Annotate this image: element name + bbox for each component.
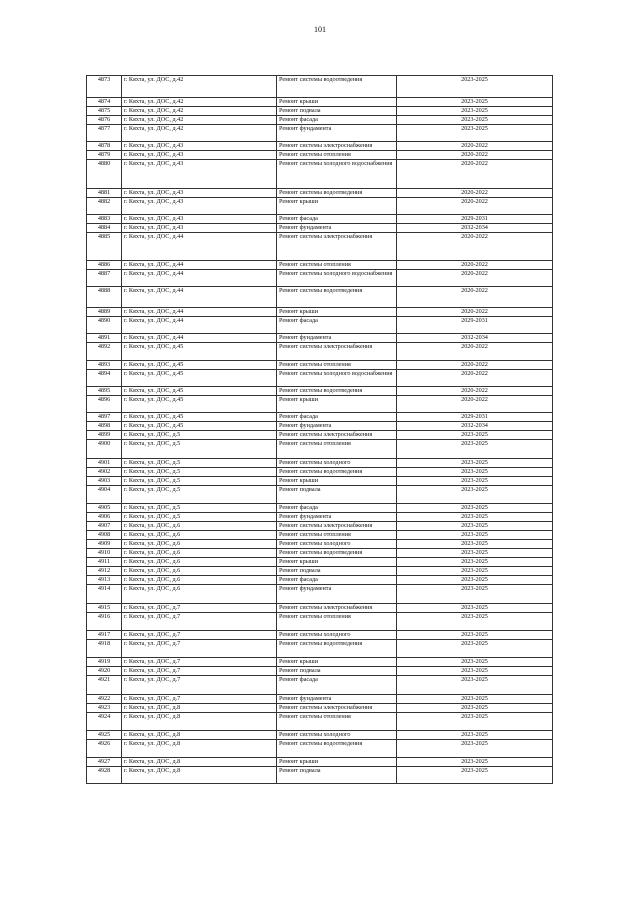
table-row [87, 224, 553, 233]
row-period: 2023-2025 [397, 713, 553, 731]
row-period: 2023-2025 [397, 76, 553, 98]
row-address: г. Кяхта, ул. ДОС, д.44 [122, 287, 277, 308]
row-period: 2023-2025 [397, 704, 553, 713]
row-period: 2020-2022 [397, 396, 553, 413]
table-row [87, 215, 553, 224]
row-address: г. Кяхта, ул. ДОС, д.7 [122, 613, 277, 631]
row-number: 4880 [87, 160, 122, 189]
row-address: г. Кяхта, ул. ДОС, д.44 [122, 308, 277, 317]
row-work-type: Ремонт подвала [277, 767, 397, 784]
row-number: 4895 [87, 387, 122, 396]
table-row [87, 261, 553, 270]
table-row [87, 107, 553, 116]
row-address: г. Кяхта, ул. ДОС, д.42 [122, 116, 277, 125]
table-row [87, 740, 553, 758]
row-number: 4883 [87, 215, 122, 224]
table-row [87, 477, 553, 486]
row-work-type: Ремонт фасада [277, 116, 397, 125]
row-number: 4909 [87, 540, 122, 549]
page-number: 101 [314, 25, 326, 34]
row-address: г. Кяхта, ул. ДОС, д.6 [122, 576, 277, 585]
table-row [87, 233, 553, 261]
row-number: 4914 [87, 585, 122, 604]
table-row [87, 270, 553, 287]
row-number: 4877 [87, 125, 122, 142]
row-number: 4889 [87, 308, 122, 317]
row-number: 4894 [87, 370, 122, 387]
row-work-type: Ремонт крыши [277, 558, 397, 567]
table-row [87, 116, 553, 125]
row-work-type: Ремонт системы электроснабжения [277, 522, 397, 531]
row-work-type: Ремонт крыши [277, 308, 397, 317]
table-row [87, 585, 553, 604]
row-number: 4887 [87, 270, 122, 287]
row-work-type: Ремонт фундамента [277, 422, 397, 431]
table-row [87, 631, 553, 640]
row-number: 4911 [87, 558, 122, 567]
row-address: г. Кяхта, ул. ДОС, д.43 [122, 160, 277, 189]
row-period: 2023-2025 [397, 695, 553, 704]
row-address: г. Кяхта, ул. ДОС, д.7 [122, 604, 277, 613]
row-address: г. Кяхта, ул. ДОС, д.8 [122, 731, 277, 740]
row-period: 2023-2025 [397, 758, 553, 767]
row-period: 2023-2025 [397, 585, 553, 604]
row-period: 2023-2025 [397, 549, 553, 558]
row-address: г. Кяхта, ул. ДОС, д.5 [122, 486, 277, 504]
row-address: г. Кяхта, ул. ДОС, д.44 [122, 317, 277, 334]
row-number: 4905 [87, 504, 122, 513]
row-number: 4917 [87, 631, 122, 640]
row-period: 2023-2025 [397, 604, 553, 613]
row-work-type: Ремонт системы водоотведения [277, 640, 397, 658]
table-row [87, 513, 553, 522]
row-period: 2023-2025 [397, 658, 553, 667]
row-work-type: Ремонт фасада [277, 676, 397, 695]
row-work-type: Ремонт системы электроснабжения [277, 704, 397, 713]
table-row [87, 613, 553, 631]
row-work-type: Ремонт системы отопления [277, 361, 397, 370]
table-row [87, 695, 553, 704]
row-period: 2029-2031 [397, 317, 553, 334]
table-row [87, 540, 553, 549]
row-number: 4928 [87, 767, 122, 784]
row-number: 4901 [87, 459, 122, 468]
table-row [87, 731, 553, 740]
row-work-type: Ремонт системы электроснабжения [277, 233, 397, 261]
table-row [87, 567, 553, 576]
row-work-type: Ремонт фасада [277, 215, 397, 224]
table-row [87, 431, 553, 440]
row-number: 4875 [87, 107, 122, 116]
row-period: 2032-2034 [397, 422, 553, 431]
row-number: 4926 [87, 740, 122, 758]
table-row [87, 459, 553, 468]
row-period: 2023-2025 [397, 116, 553, 125]
row-period: 2023-2025 [397, 740, 553, 758]
row-work-type: Ремонт крыши [277, 758, 397, 767]
row-work-type: Ремонт подвала [277, 107, 397, 116]
table-row [87, 504, 553, 513]
table-row [87, 713, 553, 731]
table-row [87, 343, 553, 361]
row-number: 4902 [87, 468, 122, 477]
row-work-type: Ремонт системы отопления [277, 151, 397, 160]
row-number: 4886 [87, 261, 122, 270]
row-number: 4892 [87, 343, 122, 361]
table-row [87, 704, 553, 713]
row-address: г. Кяхта, ул. ДОС, д.43 [122, 142, 277, 151]
row-address: г. Кяхта, ул. ДОС, д.42 [122, 107, 277, 116]
table-row [87, 576, 553, 585]
row-address: г. Кяхта, ул. ДОС, д.44 [122, 233, 277, 261]
row-address: г. Кяхта, ул. ДОС, д.43 [122, 224, 277, 233]
row-address: г. Кяхта, ул. ДОС, д.5 [122, 477, 277, 486]
row-address: г. Кяхта, ул. ДОС, д.43 [122, 151, 277, 160]
row-period: 2023-2025 [397, 731, 553, 740]
row-number: 4910 [87, 549, 122, 558]
row-address: г. Кяхта, ул. ДОС, д.5 [122, 440, 277, 459]
row-number: 4898 [87, 422, 122, 431]
row-number: 4922 [87, 695, 122, 704]
row-period: 2020-2022 [397, 270, 553, 287]
row-work-type: Ремонт системы холодного [277, 631, 397, 640]
row-address: г. Кяхта, ул. ДОС, д.45 [122, 396, 277, 413]
table-row [87, 531, 553, 540]
table-row [87, 189, 553, 198]
table-row [87, 151, 553, 160]
row-period: 2023-2025 [397, 531, 553, 540]
table-row [87, 125, 553, 142]
row-number: 4906 [87, 513, 122, 522]
row-period: 2023-2025 [397, 459, 553, 468]
row-number: 4874 [87, 98, 122, 107]
row-number: 4893 [87, 361, 122, 370]
table-row [87, 370, 553, 387]
row-period: 2023-2025 [397, 486, 553, 504]
row-number: 4885 [87, 233, 122, 261]
row-period: 2020-2022 [397, 189, 553, 198]
row-work-type: Ремонт системы отопления [277, 261, 397, 270]
row-address: г. Кяхта, ул. ДОС, д.45 [122, 343, 277, 361]
row-number: 4919 [87, 658, 122, 667]
row-work-type: Ремонт крыши [277, 396, 397, 413]
table-body [87, 76, 553, 784]
row-work-type: Ремонт системы холодного [277, 540, 397, 549]
row-work-type: Ремонт системы электроснабжения [277, 142, 397, 151]
table-row [87, 658, 553, 667]
row-number: 4882 [87, 198, 122, 215]
table-row [87, 387, 553, 396]
row-address: г. Кяхта, ул. ДОС, д.43 [122, 189, 277, 198]
row-work-type: Ремонт системы холодного водоснабжения [277, 160, 397, 189]
row-period: 2023-2025 [397, 576, 553, 585]
row-period: 2020-2022 [397, 387, 553, 396]
row-work-type: Ремонт фундамента [277, 513, 397, 522]
row-address: г. Кяхта, ул. ДОС, д.45 [122, 422, 277, 431]
row-period: 2020-2022 [397, 343, 553, 361]
row-work-type: Ремонт крыши [277, 477, 397, 486]
row-address: г. Кяхта, ул. ДОС, д.45 [122, 413, 277, 422]
repair-schedule-table [86, 75, 553, 784]
row-number: 4888 [87, 287, 122, 308]
row-address: г. Кяхта, ул. ДОС, д.43 [122, 198, 277, 215]
row-work-type: Ремонт фундамента [277, 334, 397, 343]
row-work-type: Ремонт крыши [277, 198, 397, 215]
table-row [87, 413, 553, 422]
row-number: 4903 [87, 477, 122, 486]
row-work-type: Ремонт крыши [277, 98, 397, 107]
row-number: 4912 [87, 567, 122, 576]
row-period: 2029-2031 [397, 215, 553, 224]
row-work-type: Ремонт подвала [277, 486, 397, 504]
row-address: г. Кяхта, ул. ДОС, д.7 [122, 631, 277, 640]
row-work-type: Ремонт подвала [277, 667, 397, 676]
row-work-type: Ремонт системы отопления [277, 440, 397, 459]
row-address: г. Кяхта, ул. ДОС, д.8 [122, 740, 277, 758]
row-period: 2023-2025 [397, 767, 553, 784]
row-number: 4879 [87, 151, 122, 160]
row-period: 2020-2022 [397, 142, 553, 151]
row-period: 2032-2034 [397, 334, 553, 343]
row-address: г. Кяхта, ул. ДОС, д.8 [122, 713, 277, 731]
table-row [87, 486, 553, 504]
table-row [87, 334, 553, 343]
row-number: 4913 [87, 576, 122, 585]
row-work-type: Ремонт системы электроснабжения [277, 431, 397, 440]
table-row [87, 676, 553, 695]
row-period: 2023-2025 [397, 107, 553, 116]
row-work-type: Ремонт фундамента [277, 585, 397, 604]
row-number: 4878 [87, 142, 122, 151]
row-address: г. Кяхта, ул. ДОС, д.5 [122, 431, 277, 440]
row-work-type: Ремонт фундамента [277, 695, 397, 704]
row-number: 4916 [87, 613, 122, 631]
row-number: 4923 [87, 704, 122, 713]
row-period: 2020-2022 [397, 370, 553, 387]
row-address: г. Кяхта, ул. ДОС, д.7 [122, 658, 277, 667]
row-address: г. Кяхта, ул. ДОС, д.7 [122, 667, 277, 676]
table-row [87, 758, 553, 767]
table-row [87, 604, 553, 613]
row-period: 2023-2025 [397, 98, 553, 107]
row-work-type: Ремонт фундамента [277, 224, 397, 233]
row-number: 4927 [87, 758, 122, 767]
row-period: 2023-2025 [397, 540, 553, 549]
row-work-type: Ремонт системы водоотведения [277, 387, 397, 396]
row-address: г. Кяхта, ул. ДОС, д.45 [122, 370, 277, 387]
row-address: г. Кяхта, ул. ДОС, д.6 [122, 522, 277, 531]
row-address: г. Кяхта, ул. ДОС, д.6 [122, 558, 277, 567]
table-row [87, 142, 553, 151]
row-period: 2023-2025 [397, 468, 553, 477]
row-period: 2023-2025 [397, 125, 553, 142]
row-work-type: Ремонт системы холодного [277, 459, 397, 468]
row-address: г. Кяхта, ул. ДОС, д.8 [122, 758, 277, 767]
table-row [87, 160, 553, 189]
row-number: 4900 [87, 440, 122, 459]
row-work-type: Ремонт фундамента [277, 125, 397, 142]
row-work-type: Ремонт системы водоотведения [277, 189, 397, 198]
row-address: г. Кяхта, ул. ДОС, д.42 [122, 98, 277, 107]
row-number: 4881 [87, 189, 122, 198]
row-work-type: Ремонт фасада [277, 317, 397, 334]
table-row [87, 317, 553, 334]
row-number: 4873 [87, 76, 122, 98]
row-number: 4907 [87, 522, 122, 531]
row-address: г. Кяхта, ул. ДОС, д.6 [122, 540, 277, 549]
row-work-type: Ремонт системы электроснабжения [277, 343, 397, 361]
row-period: 2023-2025 [397, 431, 553, 440]
row-work-type: Ремонт системы холодного водоснабжения [277, 370, 397, 387]
row-address: г. Кяхта, ул. ДОС, д.6 [122, 567, 277, 576]
row-work-type: Ремонт системы водоотведения [277, 740, 397, 758]
row-address: г. Кяхта, ул. ДОС, д.44 [122, 334, 277, 343]
row-number: 4897 [87, 413, 122, 422]
row-address: г. Кяхта, ул. ДОС, д.5 [122, 504, 277, 513]
row-address: г. Кяхта, ул. ДОС, д.7 [122, 695, 277, 704]
row-number: 4915 [87, 604, 122, 613]
row-period: 2020-2022 [397, 361, 553, 370]
row-address: г. Кяхта, ул. ДОС, д.7 [122, 640, 277, 658]
table-row [87, 767, 553, 784]
row-address: г. Кяхта, ул. ДОС, д.45 [122, 387, 277, 396]
table-row [87, 361, 553, 370]
row-address: г. Кяхта, ул. ДОС, д.6 [122, 531, 277, 540]
row-number: 4876 [87, 116, 122, 125]
row-number: 4925 [87, 731, 122, 740]
row-period: 2020-2022 [397, 151, 553, 160]
row-work-type: Ремонт системы водоотведения [277, 549, 397, 558]
row-period: 2020-2022 [397, 287, 553, 308]
table-row [87, 76, 553, 98]
row-period: 2023-2025 [397, 504, 553, 513]
row-address: г. Кяхта, ул. ДОС, д.6 [122, 585, 277, 604]
row-number: 4891 [87, 334, 122, 343]
row-period: 2020-2022 [397, 233, 553, 261]
row-number: 4920 [87, 667, 122, 676]
row-number: 4921 [87, 676, 122, 695]
row-period: 2023-2025 [397, 667, 553, 676]
row-address: г. Кяхта, ул. ДОС, д.8 [122, 767, 277, 784]
row-address: г. Кяхта, ул. ДОС, д.43 [122, 215, 277, 224]
row-work-type: Ремонт фасада [277, 504, 397, 513]
row-period: 2023-2025 [397, 558, 553, 567]
row-work-type: Ремонт системы отопления [277, 531, 397, 540]
row-period: 2023-2025 [397, 631, 553, 640]
row-address: г. Кяхта, ул. ДОС, д.5 [122, 468, 277, 477]
row-address: г. Кяхта, ул. ДОС, д.7 [122, 676, 277, 695]
row-work-type: Ремонт системы электроснабжения [277, 604, 397, 613]
row-number: 4884 [87, 224, 122, 233]
row-number: 4899 [87, 431, 122, 440]
row-number: 4890 [87, 317, 122, 334]
row-work-type: Ремонт системы отопления [277, 713, 397, 731]
row-work-type: Ремонт подвала [277, 567, 397, 576]
row-number: 4896 [87, 396, 122, 413]
row-work-type: Ремонт крыши [277, 658, 397, 667]
row-address: г. Кяхта, ул. ДОС, д.5 [122, 459, 277, 468]
row-address: г. Кяхта, ул. ДОС, д.42 [122, 76, 277, 98]
row-work-type: Ремонт фасада [277, 576, 397, 585]
row-period: 2023-2025 [397, 513, 553, 522]
table-row [87, 549, 553, 558]
table-row [87, 198, 553, 215]
table-row [87, 396, 553, 413]
row-work-type: Ремонт фасада [277, 413, 397, 422]
row-period: 2023-2025 [397, 613, 553, 631]
row-period: 2023-2025 [397, 567, 553, 576]
row-period: 2029-2031 [397, 413, 553, 422]
table-row [87, 440, 553, 459]
row-number: 4904 [87, 486, 122, 504]
table-row [87, 468, 553, 477]
row-period: 2023-2025 [397, 440, 553, 459]
table-row [87, 308, 553, 317]
row-period: 2020-2022 [397, 160, 553, 189]
row-number: 4918 [87, 640, 122, 658]
table-row [87, 558, 553, 567]
row-period: 2023-2025 [397, 477, 553, 486]
table-row [87, 422, 553, 431]
row-period: 2023-2025 [397, 640, 553, 658]
row-period: 2032-2034 [397, 224, 553, 233]
table-row [87, 667, 553, 676]
row-work-type: Ремонт системы водоотведения [277, 468, 397, 477]
row-work-type: Ремонт системы водоотведения [277, 76, 397, 98]
row-period: 2023-2025 [397, 522, 553, 531]
row-work-type: Ремонт системы холодного водоснабжения [277, 270, 397, 287]
table-row [87, 287, 553, 308]
row-address: г. Кяхта, ул. ДОС, д.44 [122, 261, 277, 270]
table-row [87, 522, 553, 531]
row-work-type: Ремонт системы холодного [277, 731, 397, 740]
row-period: 2023-2025 [397, 676, 553, 695]
row-address: г. Кяхта, ул. ДОС, д.42 [122, 125, 277, 142]
row-address: г. Кяхта, ул. ДОС, д.5 [122, 513, 277, 522]
row-number: 4924 [87, 713, 122, 731]
row-period: 2020-2022 [397, 308, 553, 317]
table-row [87, 98, 553, 107]
row-address: г. Кяхта, ул. ДОС, д.6 [122, 549, 277, 558]
row-work-type: Ремонт системы водоотведения [277, 287, 397, 308]
row-address: г. Кяхта, ул. ДОС, д.45 [122, 361, 277, 370]
table-row [87, 640, 553, 658]
row-address: г. Кяхта, ул. ДОС, д.44 [122, 270, 277, 287]
row-work-type: Ремонт системы отопления [277, 613, 397, 631]
row-period: 2020-2022 [397, 198, 553, 215]
row-address: г. Кяхта, ул. ДОС, д.8 [122, 704, 277, 713]
row-period: 2020-2022 [397, 261, 553, 270]
row-number: 4908 [87, 531, 122, 540]
